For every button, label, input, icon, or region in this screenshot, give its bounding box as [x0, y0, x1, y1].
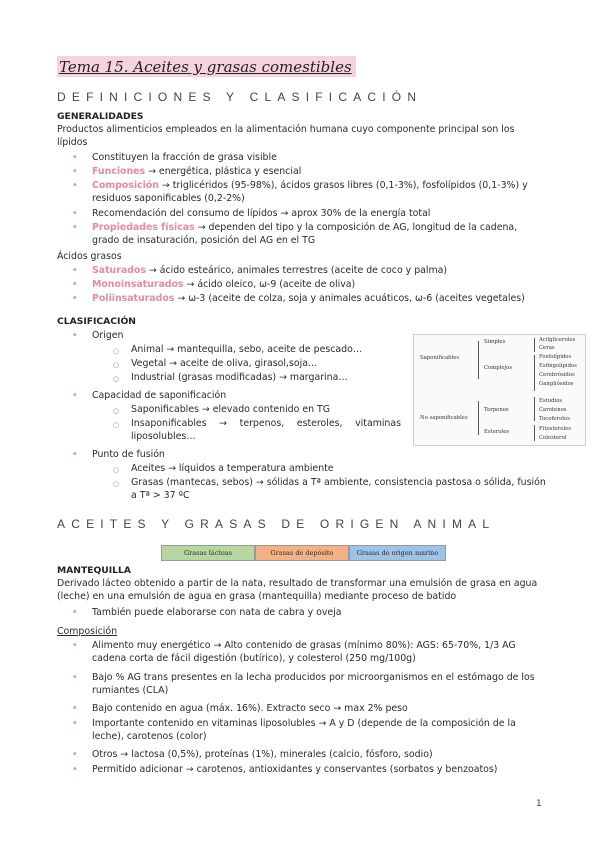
brace [478, 401, 479, 435]
list-item: • Capacidad de saponificación [76, 390, 376, 403]
diagram-label: Colesterol [539, 435, 567, 441]
list-item: • Poliinsaturados → ω-3 (aceite de colza, soja y animales acuáticos, ω-6 (aceites vegetales) [76, 293, 546, 306]
diagram-label: Simples [484, 339, 506, 345]
diagram-label: Terpenos [484, 407, 509, 413]
diagram-label: No saponificables [420, 415, 468, 421]
list-item: • Propiedades físicas → dependen del tipo y la composición de AG, longitud de la cadena, grado de insaturación, posición del AG en el TG [76, 222, 531, 247]
list-item: • Bajo contenido en agua (máx. 16%). Extracto seco → max 2% peso [76, 703, 531, 716]
page-number: 1 [536, 799, 542, 809]
diagram-label: Gangliósidos [539, 381, 574, 387]
list-item: • Monoinsaturados → ácido oleico, ω-9 (aceite de oliva) [76, 279, 536, 292]
list-item: • Alimento muy energético → Alto contenido de grasas (mínimo 80%): AGS: 65-70%, 1/3 AG cadena corta de fácil digestión (butírico), y colesterol (250 mg/100g) [76, 640, 531, 665]
list-item: • Saturados → ácido esteárico, animales terrestres (aceite de coco y palma) [76, 265, 536, 278]
list-item: • Origen [76, 330, 376, 343]
diagram-label: Esfingolípidos [539, 363, 577, 369]
list-item: • Otros → lactosa (0,5%), proteínas (1%), minerales (calcio, fósforo, sodio) [76, 749, 531, 762]
sub-list-item: ○ Industrial (grasas modificadas) → margarina… [115, 372, 405, 385]
fat-type-cell: Grasas lácteas [161, 545, 255, 561]
diagram-label: Carotenos [539, 407, 567, 413]
fat-type-cell: Grasas de origen marino [349, 545, 446, 561]
composicion-heading: Composición [57, 626, 118, 637]
sub-list-item: ○ Insaponificables → terpenos, esteroles, vitaminas liposolubles… [115, 418, 385, 443]
diagram-label: Ceras [539, 345, 555, 351]
sub-list-item: ○ Animal → mantequilla, sebo, aceite de pescado… [115, 344, 405, 357]
classification-diagram [413, 334, 586, 446]
fat-types-table [161, 545, 446, 559]
diagram-label: Complejos [484, 365, 513, 371]
heading-generalidades: GENERALIDADES [57, 111, 144, 122]
section-heading-origen-animal: ACEITES Y GRASAS DE ORIGEN ANIMAL [57, 517, 496, 531]
heading-clasificacion: CLASIFICACIÓN [57, 316, 136, 327]
acidos-grasos-label: Ácidos grasos [57, 251, 122, 262]
list-item: • Permitido adicionar → carotenos, antioxidantes y conservantes (sorbatos y benzoatos) [76, 764, 531, 777]
heading-mantequilla: MANTEQUILLA [57, 565, 131, 576]
list-item: • Bajo % AG trans presentes en la lecha producidos por microorganismos en el estómago de los rumiantes (CLA) [76, 672, 531, 697]
page-title: Tema 15. Aceites y grasas comestibles [57, 56, 356, 77]
diagram-label: Fitosteroles [539, 426, 571, 432]
diagram-label: Estudios [539, 398, 563, 404]
fat-type-cell: Grasas de depósito [255, 545, 349, 561]
generalidades-intro: Productos alimenticios empleados en la alimentación humana cuyo componente principal son los lípidos [57, 124, 515, 148]
diagram-label: Fosfolípidos [539, 354, 572, 360]
list-item: • También puede elaborarse con nata de cabra y oveja [76, 607, 536, 620]
diagram-label: Saponificables [420, 355, 460, 361]
sub-list-item: ○ Saponificables → elevado contenido en TG [115, 404, 400, 417]
list-item: • Constituyen la fracción de grasa visible [76, 152, 536, 165]
brace [534, 355, 535, 391]
brace [478, 341, 479, 379]
list-item: • Importante contenido en vitaminas liposolubles → A y D (depende de la composición de la leche), carotenos (color) [76, 718, 531, 743]
diagram-label: Tocoferoles [539, 416, 570, 422]
section-heading-definiciones: DEFINICIONES Y CLASIFICACIÓN [57, 90, 423, 104]
list-item: • Composición → triglicéridos (95-98%), ácidos grasos libres (0,1-3%), fosfolípidos (0,1-3%) y residuos saponificables (0,2-2%) [76, 180, 531, 205]
brace [534, 338, 535, 352]
sub-list-item: ○ Grasas (mantecas, sebos) → sólidas a Tª ambiente, consistencia pastosa o sólida, fusión a Tª > 37 ºC [115, 477, 530, 502]
list-item: • Funciones → energética, plástica y esencial [76, 166, 536, 179]
sub-list-item: ○ Aceites → líquidos a temperatura ambiente [115, 463, 535, 476]
diagram-label: Cerebrósidos [539, 372, 575, 378]
list-item: • Recomendación del consumo de lípidos → aprox 30% de la energía total [76, 208, 536, 221]
brace [534, 397, 535, 421]
diagram-label: Acilgliceroles [539, 337, 576, 343]
diagram-label: Esteroles [484, 429, 510, 435]
sub-list-item: ○ Vegetal → aceite de oliva, girasol,soja… [115, 358, 405, 371]
mantequilla-intro: Derivado lácteo obtenido a partir de la nata, resultado de transformar una emulsión de grasa en agua (leche) en una emulsión de agua en grasa (mantequilla) mediante proceso de batido [57, 578, 538, 602]
brace [534, 425, 535, 441]
list-item: • Punto de fusión [76, 449, 376, 462]
